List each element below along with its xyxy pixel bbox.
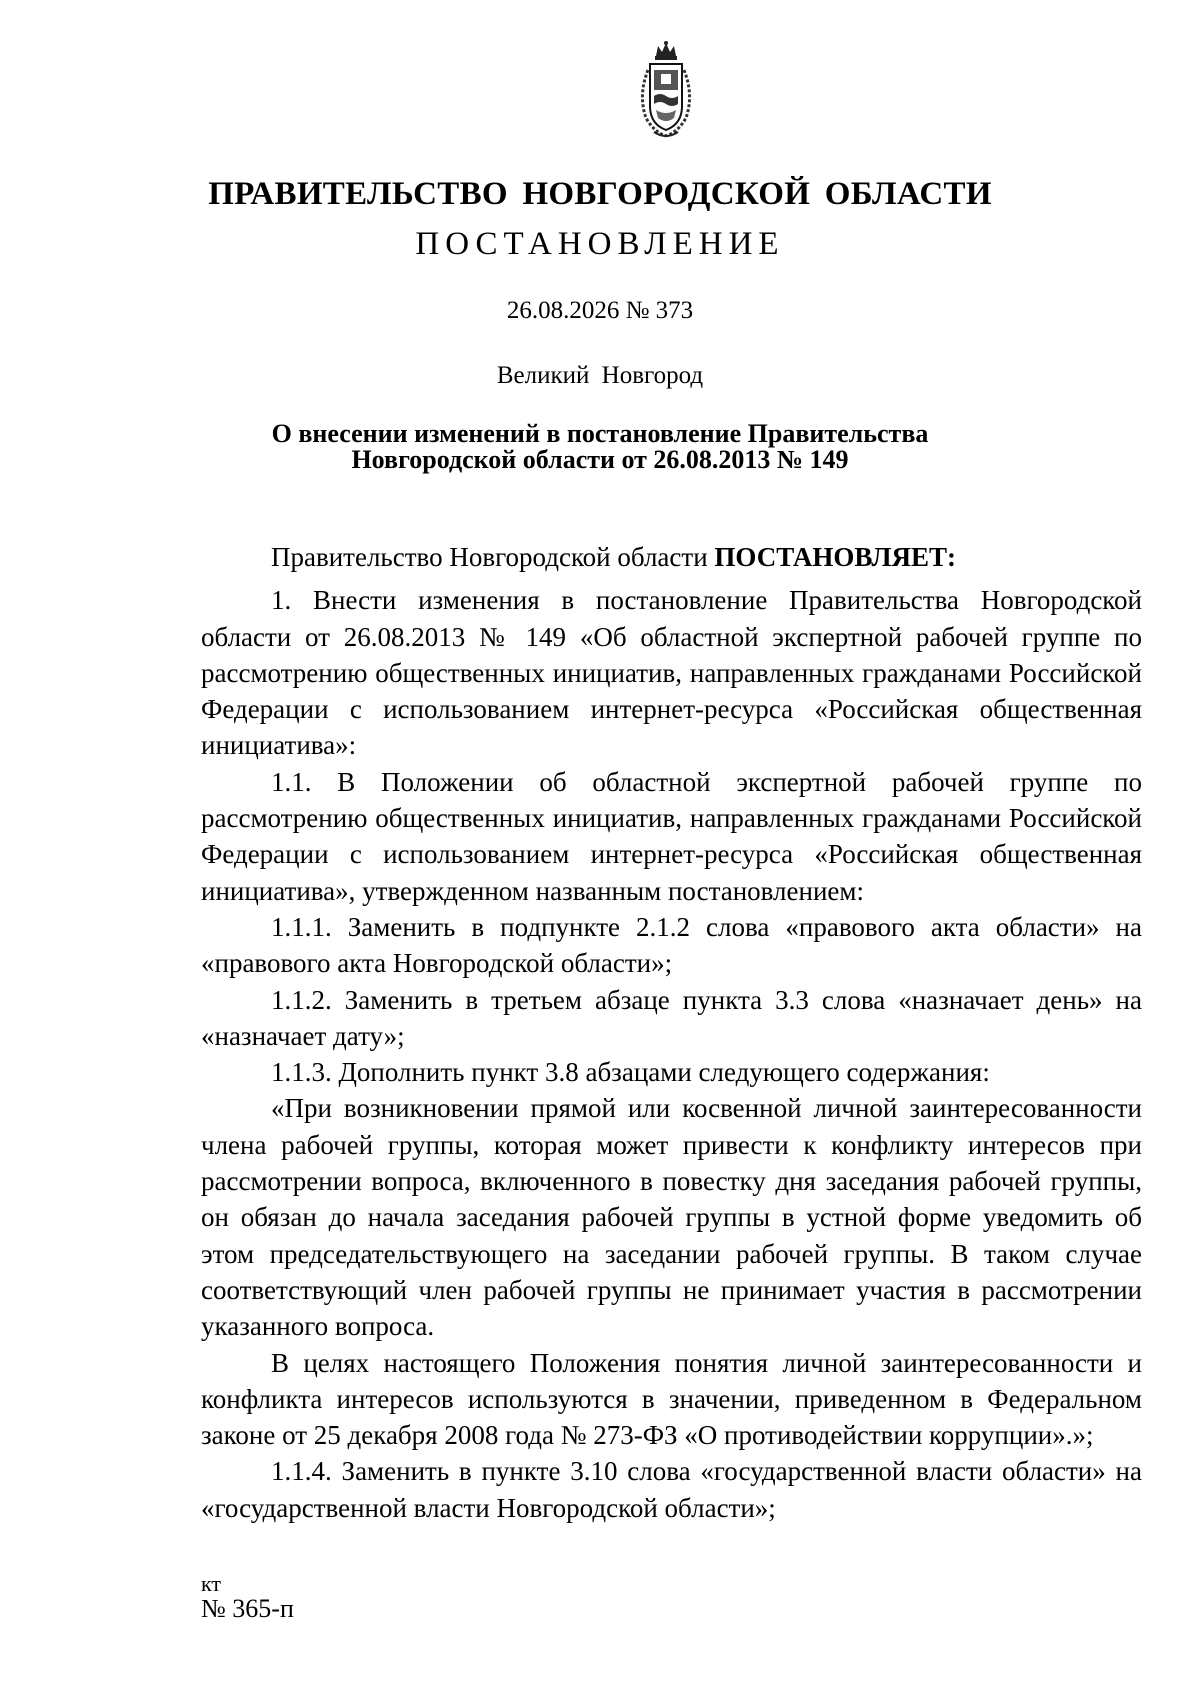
footer-code: кт [201,1571,222,1596]
document-date-number: 26.08.2026 № 373 [506,297,694,324]
coat-of-arms-emblem [634,40,698,140]
document-city: Великий Новгород [496,362,704,389]
document-type: ПОСТАНОВЛЕНИЕ [415,226,785,262]
document-body [201,539,1142,1526]
paragraph-1: 1. Внести изменения в постановление Правительства Новгородской области от 26.08.2013 № 149 «Об областной экспертной рабочей группе по рассмотрению общественных инициатив, направленных гражданами Российской Федерации с использованием интернет-ресурса «Российская общественная инициатива»: [201,585,1142,761]
preamble-decree: ПОСТАНОВЛЯЕТ: [714,542,956,572]
document-subject [0,421,1200,473]
paragraph-1-1-4: 1.1.4. Заменить в пункте 3.10 слова «государственной власти области» на «государственной власти Новгородской области»; [201,1456,1142,1523]
paragraph-1-1: 1.1. В Положении об областной экспертной рабочей группе по рассмотрению общественных инициатив, направленных гражданами Российской Федерации с использованием интернет-ресурса «Российская общественная инициатива», утвержденном названным постановлением: [201,766,1142,906]
paragraph-1-1-3: 1.1.3. Дополнить пункт 3.8 абзацами следующего содержания: [271,1057,990,1088]
paragraph-1-1-1: 1.1.1. Заменить в подпункте 2.1.2 слова «правового акта области» на «правового акта Новгородской области»; [201,911,1142,979]
subject-line-2: Новгородской области от 26.08.2013 № 149 [351,445,849,474]
paragraph-1-1-2: 1.1.2. Заменить в третьем абзаце пункта 3.3 слова «назначает день» на «назначает дату»; [201,984,1142,1051]
paragraph-quote-2: В целях настоящего Положения понятия личной заинтересованности и конфликта интересов используются в значении, приведенном в Федеральном законе от 25 декабря 2008 года № 273-ФЗ «О противодействии коррупции».»; [201,1347,1142,1451]
footer-number: № 365-п [201,1594,294,1623]
preamble-text: Правительство Новгородской области [271,542,715,572]
organization-title: ПРАВИТЕЛЬСТВО НОВГОРОДСКОЙ ОБЛАСТИ [208,176,992,212]
subject-line-1: О внесении изменений в постановление Правительства [271,419,929,448]
paragraph-quote-1: «При возникновении прямой или косвенной личной заинтересованности члена рабочей группы, которая может привести к конфликту интересов при рассмотрении вопроса, включенного в повестку дня заседания рабочей группы, он обязан до начала заседания рабочей группы в устной форме уведомить об этом председательствующего на заседании рабочей группы. В таком случае соответствующий член рабочей группы не принимает участия в рассмотрении указанного вопроса. [201,1093,1142,1342]
preamble [201,539,1142,575]
